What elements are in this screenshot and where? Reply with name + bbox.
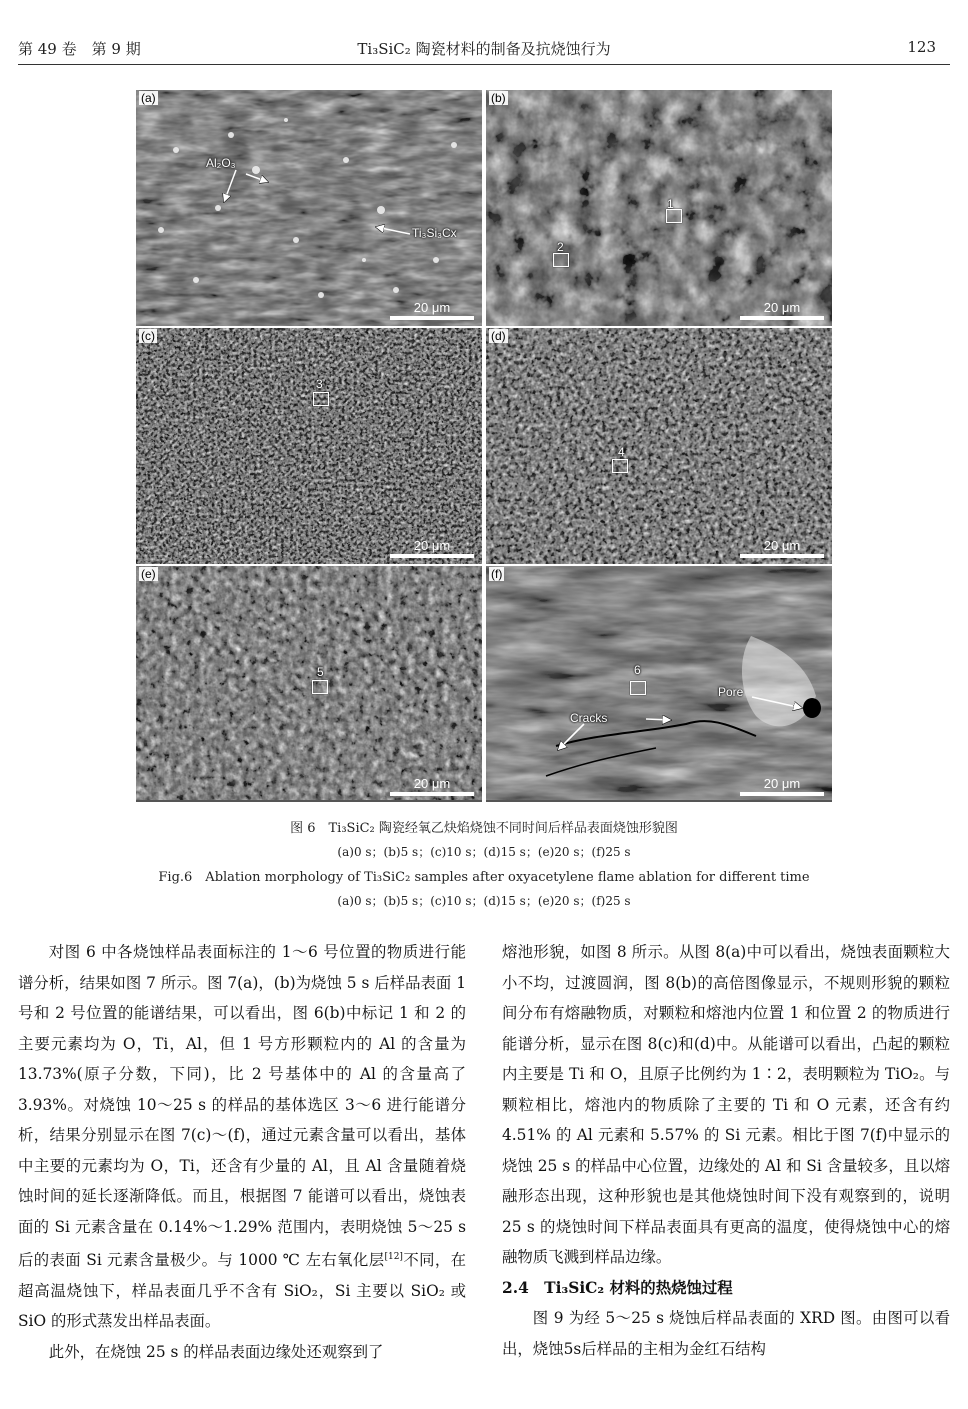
scale-bar bbox=[740, 538, 824, 558]
body-paragraph: 熔池形貌，如图 8 所示。从图 8(a)中可以看出，烧蚀表面颗粒大小不均，过渡圆润，图 8(b)的高倍图像显示，不规则形貌的颗粒间分布有熔融物质，对颗粒和熔池内位置 1 和位置 2 的物质进行能谱分析，显示在图 8(c)和(d)中。从能谱可以看出，凸起的颗粒内主要是 Ti 和 O，且原子比例约为 1∶2，表明颗粒为 TiO₂。与颗粒相比，熔池内的物质除了主要的 Ti 和 O 元素，还含有约 4.51% 的 Al 元素和 5.57% 的 Si 元素。相比于图 7(f)中显示的烧蚀 25 s 的样品中心位置，边缘处的 Al 和 Si 含量较多，且以熔融形态出现，这种形貌也是其他烧蚀时间下没有观察到的，说明 25 s 的烧蚀时间下样品表面具有更高的温度，使得烧蚀中心的熔融物质飞溅到样品边缘。 bbox=[502, 943, 950, 1266]
scale-bar-label: 20 μm bbox=[763, 538, 801, 553]
body-paragraph: 图 9 为经 5～25 s 烧蚀后样品表面的 XRD 图。由图可以看出，烧蚀5s后样品的主相为金红石结构 bbox=[502, 1309, 950, 1358]
al2o3-label: Al₂O₃ bbox=[206, 156, 236, 170]
scale-bar-label: 20 μm bbox=[763, 300, 801, 315]
position-6-box bbox=[630, 681, 646, 695]
position-3-label: 3 bbox=[316, 377, 323, 391]
left-column bbox=[18, 937, 466, 1367]
scale-bar-label: 20 μm bbox=[413, 776, 451, 791]
panel-label: (f) bbox=[491, 567, 503, 581]
panel-f-overlay bbox=[486, 566, 832, 800]
scale-bar-label: 20 μm bbox=[413, 300, 451, 315]
position-1-box bbox=[666, 209, 682, 223]
figure-caption-en: Fig.6 Ablation morphology of Ti₃SiC₂ samples after oxyacetylene flame ablation for different time bbox=[158, 870, 810, 885]
scale-bar-label: 20 μm bbox=[413, 538, 451, 553]
position-6-label: 6 bbox=[634, 663, 641, 677]
scale-bar-label: 20 μm bbox=[763, 776, 801, 791]
sem-panel-d bbox=[486, 328, 832, 564]
ti3sicx-label: Ti₃Si₃Cx bbox=[412, 226, 457, 240]
right-column bbox=[502, 937, 950, 1364]
pore-label: Pore bbox=[718, 685, 744, 699]
body-paragraph: 对图 6 中各烧蚀样品表面标注的 1～6 号位置的物质进行能谱分析，结果如图 7 所示。图 7(a)，(b)为烧蚀 5 s 后样品表面 1 号和 2 号位置的能谱结果，可以看出，图 6(b)中标记 1 和 2 的主要元素均为 O，Ti，Al，但 1 号方形颗粒内的 Al 的含量为 13.73%(原子分数，下同)，比 2 号基体中的 Al 的含量高了 3.93%。对烧蚀 10～25 s 的样品的基体选区 3～6 进行能谱分析，结果分别显示在图 7(c)～(f)，通过元素含量可以看出，基体中主要的元素均为 O，Ti，还含有少量的 Al，且 Al 含量随着烧蚀时间的延长逐渐降低。而且，根据图 7 能谱可以看出，烧蚀表面的 Si 元素含量在 0.14%～1.29% 范围内，表明烧蚀 5～25 s 后的表面 Si 元素含量极少。与 1000 ℃ 左右氧化层[12]不同，在超高温烧蚀下，样品表面几乎不含有 SiO₂，Si 主要以 SiO₂ 或 SiO 的形式蒸发出样品表面。 bbox=[18, 943, 466, 1331]
panel-label: (a) bbox=[141, 91, 156, 105]
position-2-label: 2 bbox=[557, 240, 564, 254]
panel-label: (e) bbox=[141, 567, 156, 581]
page-number: 123 bbox=[907, 38, 936, 56]
journal-issue: 第 49 卷 第 9 期 bbox=[18, 40, 141, 58]
position-2-box bbox=[553, 253, 569, 267]
figure-caption-cn: 图 6 Ti₃SiC₂ 陶瓷经氧乙炔焰烧蚀不同时间后样品表面烧蚀形貌图 bbox=[290, 821, 678, 836]
body-paragraph: 此外，在烧蚀 25 s 的样品表面边缘处还观察到了 bbox=[48, 1342, 384, 1361]
header-rule bbox=[18, 64, 950, 65]
panel-label: (b) bbox=[491, 91, 506, 105]
scale-bar bbox=[390, 776, 474, 796]
panel-a-overlay bbox=[136, 90, 482, 326]
citation: [12] bbox=[384, 1252, 403, 1262]
position-5-label: 5 bbox=[317, 665, 324, 679]
panel-label: (d) bbox=[491, 329, 506, 343]
scale-bar bbox=[390, 538, 474, 558]
figure-subcaption-cn: (a)0 s；(b)5 s；(c)10 s；(d)15 s；(e)20 s；(f)25 s bbox=[337, 845, 631, 859]
scale-bar bbox=[740, 776, 824, 796]
sem-panel-a bbox=[136, 90, 482, 326]
running-title: Ti₃SiC₂ 陶瓷材料的制备及抗烧蚀行为 bbox=[357, 40, 611, 58]
sem-panel-c bbox=[136, 328, 482, 564]
cracks-label: Cracks bbox=[570, 711, 608, 725]
scale-bar bbox=[390, 300, 474, 320]
sem-panel-b bbox=[486, 90, 832, 326]
figure-subcaption-en: (a)0 s；(b)5 s；(c)10 s；(d)15 s；(e)20 s；(f)25 s bbox=[337, 894, 631, 908]
sem-panel-f bbox=[486, 566, 832, 802]
position-5-box bbox=[312, 680, 328, 694]
sem-panel-e bbox=[136, 566, 482, 802]
scale-bar bbox=[740, 300, 824, 320]
position-4-label: 4 bbox=[618, 445, 625, 459]
section-heading: 2.4 Ti₃SiC₂ 材料的热烧蚀过程 bbox=[502, 1278, 733, 1297]
position-3-box bbox=[313, 392, 329, 406]
panel-label: (c) bbox=[141, 329, 155, 343]
position-4-box bbox=[612, 459, 628, 473]
position-1-label: 1 bbox=[667, 197, 674, 211]
